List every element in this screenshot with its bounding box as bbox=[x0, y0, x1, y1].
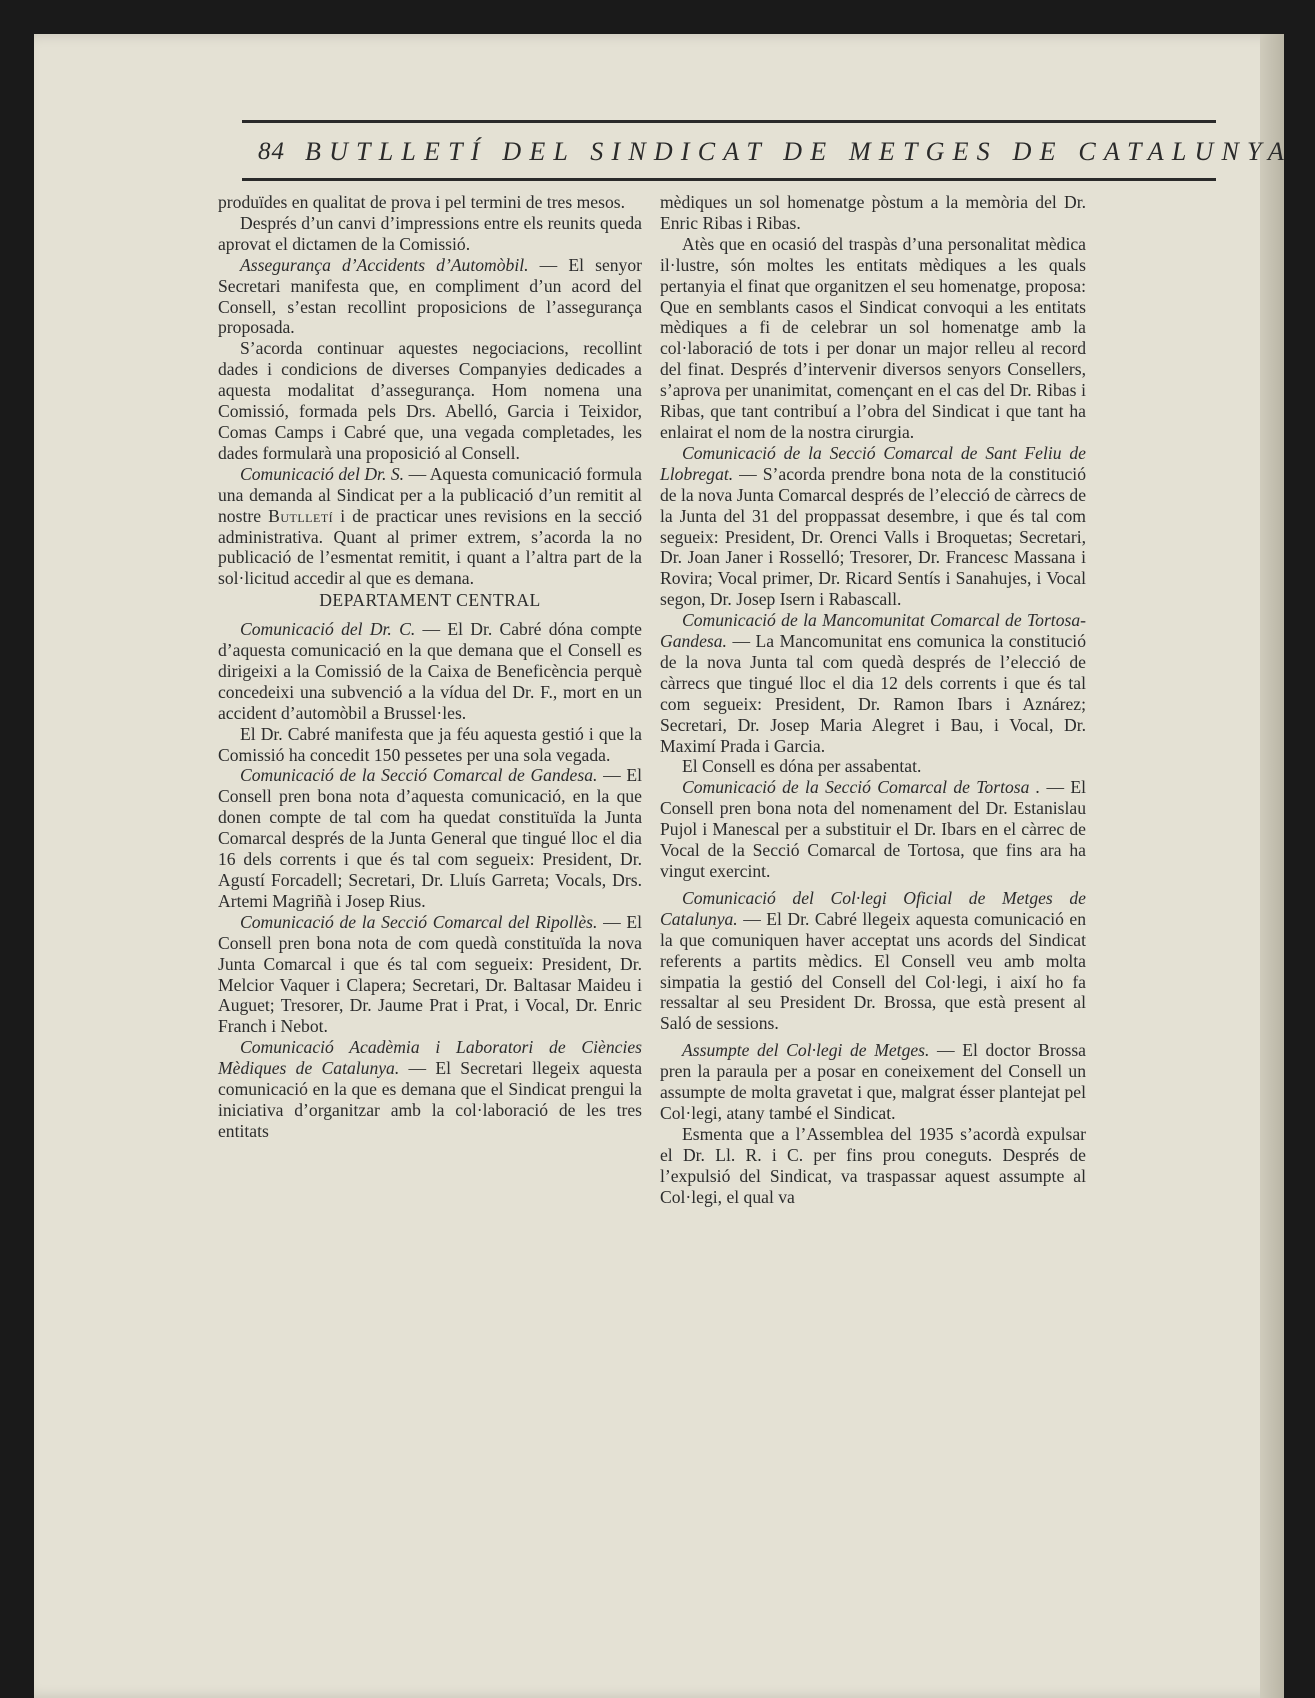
paragraph-text: — El Consell pren bona nota de com quedà constituïda la nova Junta Comarcal i que és tal com segueix: President, Dr. Melcior Vaquer i Clapera; Secretari, Dr. Baltasar Maideu i Auguet; Tresorer, Dr. Jaume Prat i Prat, i Vocal, Dr. Enric Franch i Nebot. bbox=[218, 911, 643, 1037]
item-heading: Comunicació de la Secció Comarcal de Tortosa . bbox=[682, 777, 1041, 798]
paragraph-text: — El Secretari llegeix aquesta comunicació en la que es demana que el Sindicat prengui la iniciativa d’organitzar amb la col·laboració de les tres entitats bbox=[218, 1058, 642, 1141]
paragraph-text: Després d’un canvi d’impressions entre els reunits queda aprovat el dictamen de la Comissió. bbox=[218, 212, 642, 254]
running-header bbox=[242, 132, 1292, 172]
paragraph bbox=[660, 192, 1086, 234]
journal-title: BUTLLETÍ DEL SINDICAT DE METGES DE CATALUNYA bbox=[305, 137, 1292, 166]
paragraph-text: — S’acorda prendre bona nota de la constitució de la nova Junta Comarcal després de l’elecció de càrrecs de la Junta del 31 del proppassat desembre, i que és tal com segueix: President, Dr. Orenci Valls i Broquetas; Secretari, Dr. Joan Janer i Rosselló; Tresorer, Dr. Francesc Massana i Rovira; Vocal primer, Dr. Ricard Sentís i Sanahujes, i Vocal segon, Dr. Josep Isern i Rabascall. bbox=[660, 463, 1086, 610]
paragraph bbox=[218, 192, 642, 213]
paragraph bbox=[660, 756, 1086, 777]
minute-item bbox=[218, 912, 642, 1037]
item-heading: Comunicació de la Secció Comarcal del Ripollès. bbox=[240, 911, 598, 932]
paragraph-text: — El senyor Secretari manifesta que, en compliment d’un acord del Consell, s’estan recollint proposicions de l’assegurança proposada. bbox=[218, 254, 642, 338]
item-heading: Comunicació del Col·legi Oficial de Metges de Catalunya. bbox=[660, 887, 1086, 929]
header-rule-bottom bbox=[242, 178, 1216, 181]
paragraph-text: — El Dr. Cabré dóna compte d’aquesta comunicació en la que demana que el Consell es dirigeixi a la Comissió de la Caixa de Beneficència perquè concedeixi una subvenció a la vídua del Dr. F., mort en un accident d’automòbil a Brussel·les. bbox=[218, 619, 642, 723]
minute-item bbox=[660, 610, 1086, 756]
minute-item bbox=[218, 619, 642, 724]
item-heading: Comunicació de la Secció Comarcal de Sant Feliu de Llobregat. bbox=[660, 442, 1086, 484]
publication-name: Butlletí bbox=[268, 505, 334, 526]
right-column bbox=[660, 192, 1086, 1208]
minute-item bbox=[218, 255, 642, 339]
paragraph-text: S’acorda continuar aquestes negociacions, recollint dades i condicions de diverses Companyies dedicades a aquesta modalitat d’assegurança. Hom nomena una Comissió, formada pels Drs. Abelló, Garcia i Teixidor, Comas Camps i Cabré que, una vegada completades, les dades formularà una proposició al Consell. bbox=[218, 338, 642, 463]
minute-item bbox=[218, 765, 642, 911]
item-heading: Assumpte del Col·legi de Metges. bbox=[682, 1040, 930, 1061]
paragraph bbox=[660, 234, 1086, 443]
paragraph-text: — Aquesta comunicació formula una demanda al Sindicat per a la publicació d’un remitit al nostre bbox=[218, 463, 642, 526]
item-heading: Comunicació de la Mancomunitat Comarcal de Tortosa-Gandesa. bbox=[660, 610, 1086, 652]
left-column bbox=[218, 192, 642, 1142]
paragraph bbox=[660, 1124, 1086, 1208]
minute-item bbox=[660, 888, 1086, 1034]
paragraph bbox=[218, 724, 642, 766]
section-heading-text: DEPARTAMENT CENTRAL bbox=[319, 590, 541, 611]
paragraph-text: — El Consell pren bona nota del nomenament del Dr. Estanislau Pujol i Manescal per a substituir el Dr. Ibars en el càrrec de Vocal de la Secció Comarcal de Tortosa, que fins ara ha vingut exercint. bbox=[660, 777, 1086, 881]
paragraph bbox=[218, 338, 642, 463]
item-heading: Comunicació de la Secció Comarcal de Gandesa. bbox=[240, 765, 598, 786]
minute-item bbox=[660, 443, 1086, 610]
item-heading: Comunicació del Dr. S. bbox=[240, 463, 405, 484]
page bbox=[34, 34, 1292, 1698]
paragraph bbox=[218, 213, 642, 255]
paragraph-text: — El Dr. Cabré llegeix aquesta comunicació en la que comuniquen haver acceptat uns acords del Sindicat referents a partits mèdics. El Consell veu amb molta simpatia la gestió del Consell del Col·legi, i així ho fa ressaltar al seu President Dr. Brossa, que està present al Saló de sessions. bbox=[660, 908, 1086, 1034]
minute-item bbox=[660, 777, 1086, 882]
paragraph-text: Esmenta que a l’Assemblea del 1935 s’acordà expulsar el Dr. Ll. R. i C. per fins prou coneguts. Després de l’expulsió del Sindicat, va traspassar aquest assumpte al Col·legi, el qual va bbox=[660, 1123, 1086, 1207]
minute-item bbox=[218, 464, 642, 589]
section-heading bbox=[218, 590, 642, 611]
paragraph-text: El Consell es dóna per assabentat. bbox=[682, 756, 922, 777]
paragraph-text: mèdiques un sol homenatge pòstum a la memòria del Dr. Enric Ribas i Ribas. bbox=[660, 192, 1086, 233]
paragraph-text: — El doctor Brossa pren la paraula per a posar en coneixement del Consell un assumpte de molta gravetat i que, malgrat ésser plantejat pel Col·legi, atany també el Sindicat. bbox=[660, 1040, 1086, 1123]
page-number: 84 bbox=[258, 138, 285, 165]
paragraph-text: produïdes en qualitat de prova i pel termini de tres mesos. bbox=[218, 192, 625, 212]
header-rule-top bbox=[242, 120, 1216, 123]
paragraph-text: El Dr. Cabré manifesta que ja féu aquesta gestió i que la Comissió ha concedit 150 pessetes per una sola vegada. bbox=[218, 723, 642, 765]
minute-item bbox=[660, 1040, 1086, 1124]
item-heading: Assegurança d’Accidents d’Automòbil. bbox=[240, 254, 529, 275]
paragraph-text: i de practicar unes revisions en la secció administrativa. Quant al primer extrem, s’acorda la no publicació de l’esmentat remitit, i quant a l’altra part de la sol·licitud accedir al que es demana. bbox=[218, 505, 642, 589]
paragraph-text: — La Mancomunitat ens comunica la constitució de la nova Junta tal com quedà després de l’elecció de càrrecs que tingué lloc el dia 12 dels corrents i que és tal com segueix: President, Dr. Ramon Ibars i Aznárez; Secretari, Dr. Josep Maria Alegret i Bau, i Vocal, Dr. Maximí Prada i Garcia. bbox=[660, 631, 1086, 756]
paragraph-text: Atès que en ocasió del traspàs d’una personalitat mèdica il·lustre, són moltes les entitats mèdiques a les quals pertanyia el finat que organitzen el seu homenatge, proposa: Que en semblants casos el Sindicat convoqui a les entitats mèdiques a fi de celebrar un sol homenatge amb la col·laboració de tots i per donar un major relleu al record del finat. Després d’intervenir diversos senyors Consellers, s’aprova per unanimitat, començant en el cas del Dr. Ribas i Ribas, que tant contribuí a l’obra del Sindicat i que tant ha enlairat el nom de la nostra cirurgia. bbox=[660, 233, 1086, 442]
item-heading: Comunicació del Dr. C. bbox=[240, 619, 416, 640]
minute-item bbox=[218, 1037, 642, 1142]
paragraph-text: — El Consell pren bona nota d’aquesta comunicació, en la que donen compte de tal com ha quedat constituïda la Junta Comarcal després de la Junta General que tingué lloc el dia 16 dels corrents i que és tal com segueix: President, Dr. Agustí Forcadell; Secretari, Dr. Lluís Garreta; Vocals, Drs. Artemi Magriñà i Josep Rius. bbox=[218, 765, 643, 911]
item-heading: Comunicació Acadèmia i Laboratori de Ciències Mèdiques de Catalunya. bbox=[218, 1037, 642, 1079]
page-edge bbox=[1260, 34, 1284, 1698]
